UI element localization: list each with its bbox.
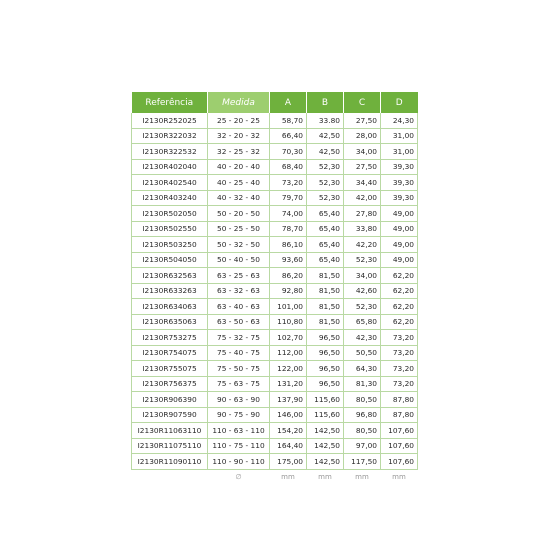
cell-referencia: I2130R402540 <box>132 175 208 191</box>
cell-d: 107,60 <box>381 454 418 470</box>
cell-d: 24,30 <box>381 113 418 128</box>
table-row <box>132 144 418 160</box>
header-b: B <box>307 92 344 113</box>
cell-a: 86,20 <box>270 268 307 284</box>
cell-medida: 50 - 20 - 50 <box>208 206 270 222</box>
table-row <box>132 392 418 408</box>
cell-medida: 32 - 20 - 32 <box>208 128 270 144</box>
header-medida: Medida <box>208 92 270 113</box>
cell-a: 92,80 <box>270 283 307 299</box>
cell-c: 81,30 <box>344 376 381 392</box>
cell-d: 39,30 <box>381 190 418 206</box>
cell-b: 42,50 <box>307 128 344 144</box>
cell-medida: 90 - 63 - 90 <box>208 392 270 408</box>
cell-b: 52,30 <box>307 159 344 175</box>
cell-d: 39,30 <box>381 159 418 175</box>
cell-referencia: I2130R635063 <box>132 314 208 330</box>
cell-a: 70,30 <box>270 144 307 160</box>
unit-label <box>132 469 208 484</box>
cell-referencia: I2130R402040 <box>132 159 208 175</box>
table-row <box>132 330 418 346</box>
cell-d: 31,00 <box>381 144 418 160</box>
cell-a: 78,70 <box>270 221 307 237</box>
cell-d: 62,20 <box>381 314 418 330</box>
cell-referencia: I2130R11075110 <box>132 438 208 454</box>
cell-referencia: I2130R502050 <box>132 206 208 222</box>
cell-medida: 75 - 32 - 75 <box>208 330 270 346</box>
cell-c: 64,30 <box>344 361 381 377</box>
cell-a: 74,00 <box>270 206 307 222</box>
cell-d: 49,00 <box>381 237 418 253</box>
cell-medida: 75 - 63 - 75 <box>208 376 270 392</box>
cell-referencia: I2130R633263 <box>132 283 208 299</box>
table-row <box>132 190 418 206</box>
cell-c: 42,60 <box>344 283 381 299</box>
cell-d: 49,00 <box>381 206 418 222</box>
cell-b: 96,50 <box>307 345 344 361</box>
table-row <box>132 113 418 128</box>
cell-referencia: I2130R632563 <box>132 268 208 284</box>
cell-a: 68,40 <box>270 159 307 175</box>
cell-referencia: I2130R906390 <box>132 392 208 408</box>
cell-medida: 40 - 25 - 40 <box>208 175 270 191</box>
cell-a: 112,00 <box>270 345 307 361</box>
cell-d: 107,60 <box>381 423 418 439</box>
cell-medida: 40 - 32 - 40 <box>208 190 270 206</box>
cell-a: 86,10 <box>270 237 307 253</box>
cell-medida: 110 - 63 - 110 <box>208 423 270 439</box>
cell-a: 110,80 <box>270 314 307 330</box>
table-row <box>132 423 418 439</box>
cell-medida: 32 - 25 - 32 <box>208 144 270 160</box>
cell-referencia: I2130R753275 <box>132 330 208 346</box>
cell-c: 42,20 <box>344 237 381 253</box>
cell-a: 154,20 <box>270 423 307 439</box>
table-row <box>132 438 418 454</box>
cell-a: 73,20 <box>270 175 307 191</box>
table-row <box>132 454 418 470</box>
cell-medida: 75 - 40 - 75 <box>208 345 270 361</box>
cell-medida: 40 - 20 - 40 <box>208 159 270 175</box>
cell-c: 34,00 <box>344 144 381 160</box>
cell-d: 39,30 <box>381 175 418 191</box>
dimensions-table <box>131 92 418 484</box>
cell-medida: 50 - 32 - 50 <box>208 237 270 253</box>
cell-referencia: I2130R11063110 <box>132 423 208 439</box>
header-c: C <box>344 92 381 113</box>
cell-a: 131,20 <box>270 376 307 392</box>
cell-b: 96,50 <box>307 361 344 377</box>
cell-a: 58,70 <box>270 113 307 128</box>
cell-b: 142,50 <box>307 454 344 470</box>
cell-d: 62,20 <box>381 268 418 284</box>
unit-label: mm <box>392 472 406 481</box>
cell-referencia: I2130R322032 <box>132 128 208 144</box>
cell-b: 115,60 <box>307 392 344 408</box>
cell-referencia: I2130R403240 <box>132 190 208 206</box>
cell-a: 93,60 <box>270 252 307 268</box>
cell-medida: 90 - 75 - 90 <box>208 407 270 423</box>
cell-c: 27,50 <box>344 159 381 175</box>
cell-b: 52,30 <box>307 190 344 206</box>
table-row <box>132 314 418 330</box>
cell-a: 102,70 <box>270 330 307 346</box>
cell-d: 73,20 <box>381 330 418 346</box>
cell-c: 34,00 <box>344 268 381 284</box>
cell-b: 65,40 <box>307 221 344 237</box>
cell-a: 164,40 <box>270 438 307 454</box>
cell-d: 49,00 <box>381 221 418 237</box>
cell-c: 117,50 <box>344 454 381 470</box>
cell-c: 65,80 <box>344 314 381 330</box>
table-row <box>132 361 418 377</box>
cell-c: 50,50 <box>344 345 381 361</box>
cell-b: 81,50 <box>307 314 344 330</box>
cell-referencia: I2130R754075 <box>132 345 208 361</box>
cell-b: 81,50 <box>307 283 344 299</box>
cell-medida: 110 - 75 - 110 <box>208 438 270 454</box>
cell-c: 97,00 <box>344 438 381 454</box>
unit-diameter-symbol: ∅ <box>235 472 242 481</box>
cell-d: 73,20 <box>381 361 418 377</box>
table-row <box>132 268 418 284</box>
table-row <box>132 299 418 315</box>
cell-c: 27,50 <box>344 113 381 128</box>
cell-medida: 63 - 32 - 63 <box>208 283 270 299</box>
cell-b: 115,60 <box>307 407 344 423</box>
unit-label: mm <box>281 472 295 481</box>
cell-a: 122,00 <box>270 361 307 377</box>
cell-medida: 50 - 40 - 50 <box>208 252 270 268</box>
cell-d: 31,00 <box>381 128 418 144</box>
cell-referencia: I2130R502550 <box>132 221 208 237</box>
cell-medida: 63 - 40 - 63 <box>208 299 270 315</box>
cell-medida: 25 - 20 - 25 <box>208 113 270 128</box>
cell-b: 96,50 <box>307 376 344 392</box>
cell-c: 42,30 <box>344 330 381 346</box>
cell-d: 49,00 <box>381 252 418 268</box>
cell-a: 175,00 <box>270 454 307 470</box>
cell-b: 81,50 <box>307 268 344 284</box>
cell-medida: 75 - 50 - 75 <box>208 361 270 377</box>
cell-b: 81,50 <box>307 299 344 315</box>
cell-medida: 63 - 50 - 63 <box>208 314 270 330</box>
cell-d: 62,20 <box>381 299 418 315</box>
cell-b: 65,40 <box>307 237 344 253</box>
table-header-row <box>132 92 418 113</box>
cell-d: 107,60 <box>381 438 418 454</box>
cell-b: 52,30 <box>307 175 344 191</box>
cell-referencia: I2130R907590 <box>132 407 208 423</box>
cell-b: 33.80 <box>307 113 344 128</box>
cell-a: 146,00 <box>270 407 307 423</box>
cell-c: 80,50 <box>344 423 381 439</box>
cell-c: 42,00 <box>344 190 381 206</box>
cell-referencia: I2130R322532 <box>132 144 208 160</box>
units-row <box>132 469 418 484</box>
table-row <box>132 376 418 392</box>
cell-c: 52,30 <box>344 299 381 315</box>
cell-d: 87,80 <box>381 392 418 408</box>
cell-medida: 63 - 25 - 63 <box>208 268 270 284</box>
cell-referencia: I2130R11090110 <box>132 454 208 470</box>
unit-label: mm <box>318 472 332 481</box>
cell-referencia: I2130R503250 <box>132 237 208 253</box>
cell-c: 27,80 <box>344 206 381 222</box>
cell-d: 73,20 <box>381 345 418 361</box>
cell-referencia: I2130R252025 <box>132 113 208 128</box>
unit-label: mm <box>355 472 369 481</box>
cell-medida: 50 - 25 - 50 <box>208 221 270 237</box>
cell-b: 96,50 <box>307 330 344 346</box>
cell-c: 52,30 <box>344 252 381 268</box>
cell-b: 65,40 <box>307 206 344 222</box>
cell-c: 28,00 <box>344 128 381 144</box>
table-row <box>132 175 418 191</box>
table-row <box>132 283 418 299</box>
cell-c: 96,80 <box>344 407 381 423</box>
header-d: D <box>381 92 418 113</box>
cell-b: 42,50 <box>307 144 344 160</box>
table-row <box>132 128 418 144</box>
cell-b: 142,50 <box>307 438 344 454</box>
header-referencia: Referência <box>132 92 208 113</box>
table-row <box>132 407 418 423</box>
cell-d: 73,20 <box>381 376 418 392</box>
table-row <box>132 345 418 361</box>
table-row <box>132 252 418 268</box>
cell-medida: 110 - 90 - 110 <box>208 454 270 470</box>
cell-d: 87,80 <box>381 407 418 423</box>
cell-referencia: I2130R504050 <box>132 252 208 268</box>
cell-a: 79,70 <box>270 190 307 206</box>
dimensions-table-container <box>131 92 417 484</box>
cell-d: 62,20 <box>381 283 418 299</box>
cell-referencia: I2130R634063 <box>132 299 208 315</box>
cell-a: 66,40 <box>270 128 307 144</box>
table-row <box>132 206 418 222</box>
cell-c: 33,80 <box>344 221 381 237</box>
table-body <box>132 113 418 484</box>
cell-a: 101,00 <box>270 299 307 315</box>
header-a: A <box>270 92 307 113</box>
cell-b: 65,40 <box>307 252 344 268</box>
cell-a: 137,90 <box>270 392 307 408</box>
cell-c: 34,40 <box>344 175 381 191</box>
table-row <box>132 221 418 237</box>
cell-b: 142,50 <box>307 423 344 439</box>
cell-referencia: I2130R755075 <box>132 361 208 377</box>
table-row <box>132 237 418 253</box>
cell-referencia: I2130R756375 <box>132 376 208 392</box>
table-row <box>132 159 418 175</box>
cell-c: 80,50 <box>344 392 381 408</box>
